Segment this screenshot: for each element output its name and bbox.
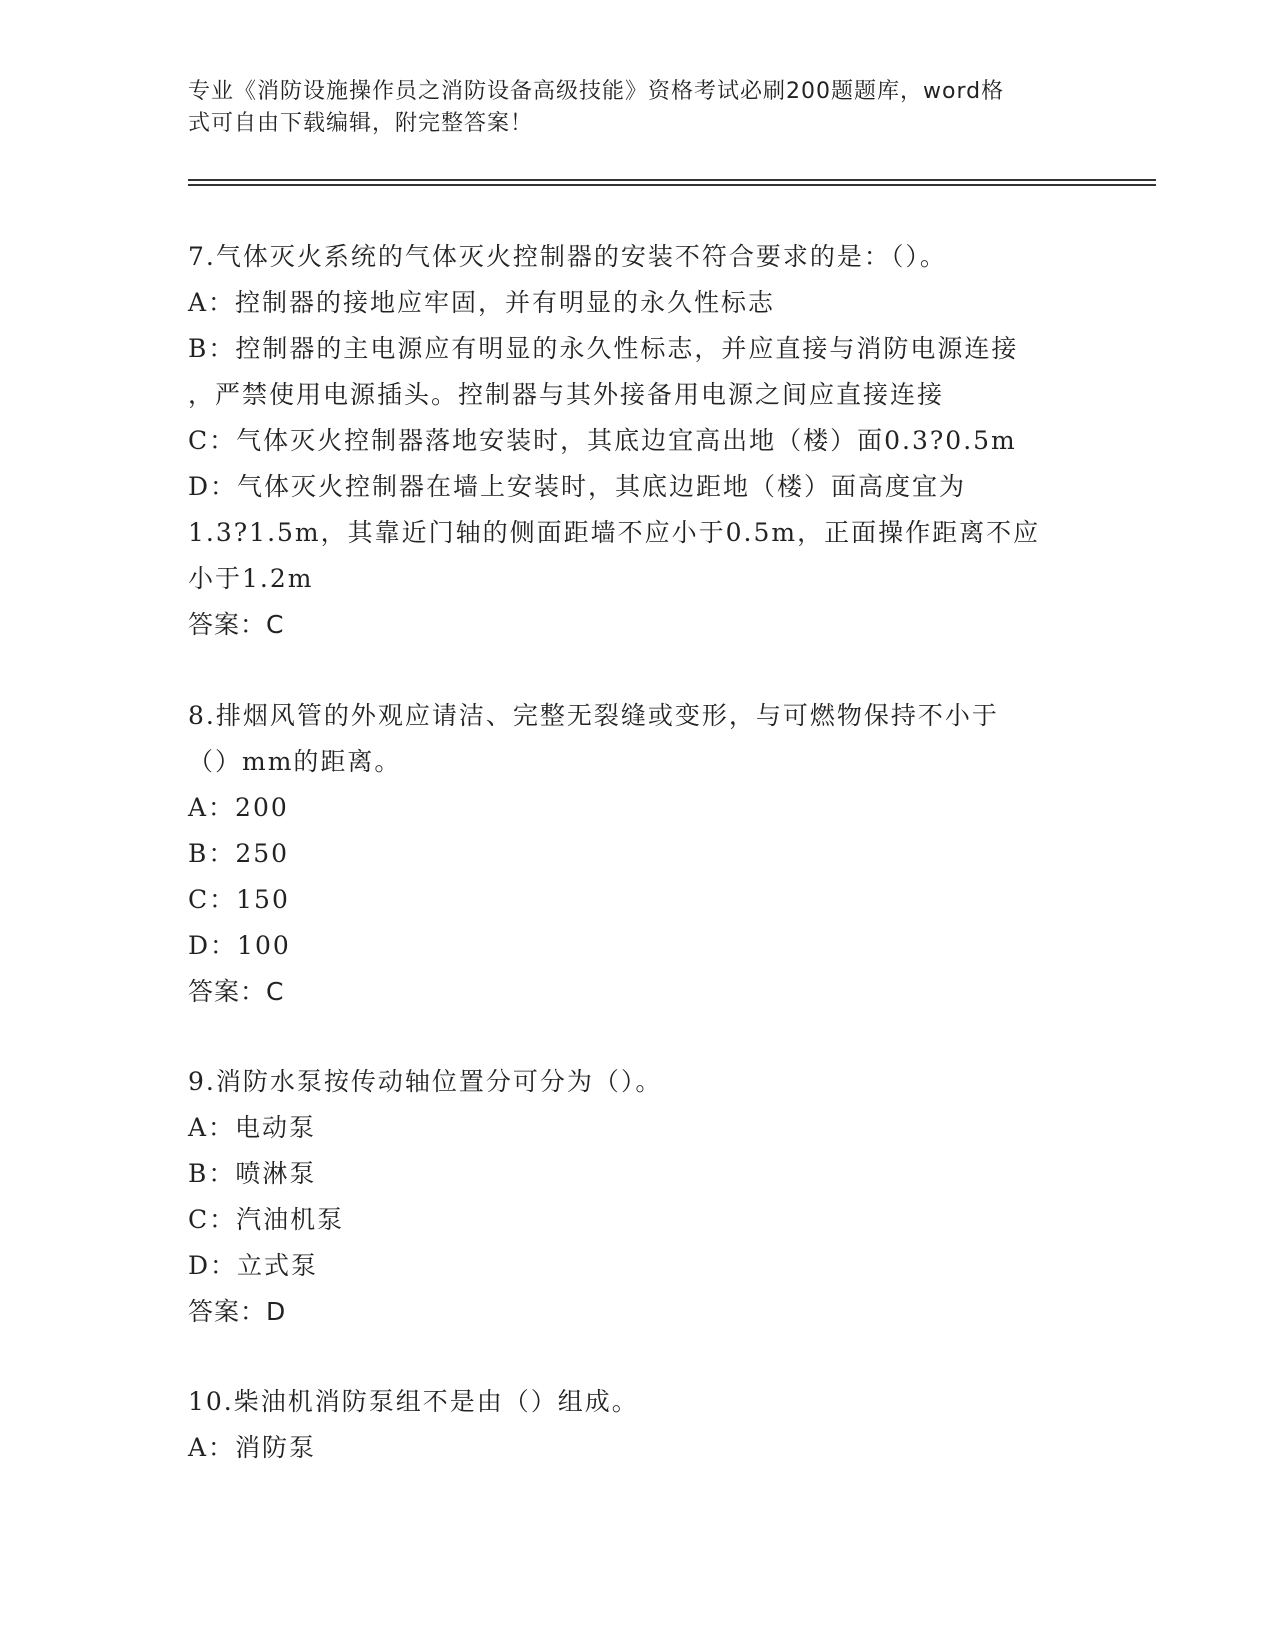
option-c: C：150 <box>188 885 290 914</box>
header-divider-bottom <box>188 184 1156 186</box>
document-header <box>188 76 1068 140</box>
question-7 <box>188 234 1088 648</box>
question-stem: 7.气体灭火系统的气体灭火控制器的安装不符合要求的是：（）。 <box>188 242 947 271</box>
option-a: A：消防泵 <box>188 1433 317 1462</box>
header-line-1: 专业《消防设施操作员之消防设备高级技能》资格考试必刷200题题库，word格 <box>188 79 1005 104</box>
question-10 <box>188 1379 1088 1471</box>
option-b: B：250 <box>188 839 290 868</box>
option-d-continued: 小于1.2m <box>188 564 314 593</box>
option-c: C：气体灭火控制器落地安装时，其底边宜高出地（楼）面0.3?0.5m <box>188 426 1017 455</box>
question-stem: 10.柴油机消防泵组不是由（）组成。 <box>188 1387 639 1416</box>
question-8 <box>188 693 1088 1015</box>
option-d: D：立式泵 <box>188 1251 319 1280</box>
option-d: D：100 <box>188 931 291 960</box>
question-9 <box>188 1059 1088 1335</box>
question-stem: 8.排烟风管的外观应请洁、完整无裂缝或变形，与可燃物保持不小于 <box>188 701 999 730</box>
option-a: A：控制器的接地应牢固，并有明显的永久性标志 <box>188 288 776 317</box>
option-d: D：气体灭火控制器在墙上安装时，其底边距地（楼）面高度宜为 <box>188 472 967 501</box>
option-b-continued: ，严禁使用电源插头。控制器与其外接备用电源之间应直接连接 <box>188 380 945 409</box>
option-a: A：200 <box>188 793 289 822</box>
question-stem-continued: （）mm的距离。 <box>188 747 402 776</box>
header-line-2: 式可自由下载编辑，附完整答案！ <box>188 111 534 136</box>
answer-label: 答案：C <box>188 977 285 1006</box>
answer-label: 答案：D <box>188 1297 287 1326</box>
option-c: C：汽油机泵 <box>188 1205 345 1234</box>
option-b: B：喷淋泵 <box>188 1159 317 1188</box>
question-stem: 9.消防水泵按传动轴位置分可分为（）。 <box>188 1067 663 1096</box>
option-d-continued: 1.3?1.5m，其靠近门轴的侧面距墙不应小于0.5m，正面操作距离不应 <box>188 518 1041 547</box>
option-a: A：电动泵 <box>188 1113 317 1142</box>
option-b: B：控制器的主电源应有明显的永久性标志，并应直接与消防电源连接 <box>188 334 1019 363</box>
answer-label: 答案：C <box>188 610 285 639</box>
header-divider-top <box>188 179 1156 181</box>
